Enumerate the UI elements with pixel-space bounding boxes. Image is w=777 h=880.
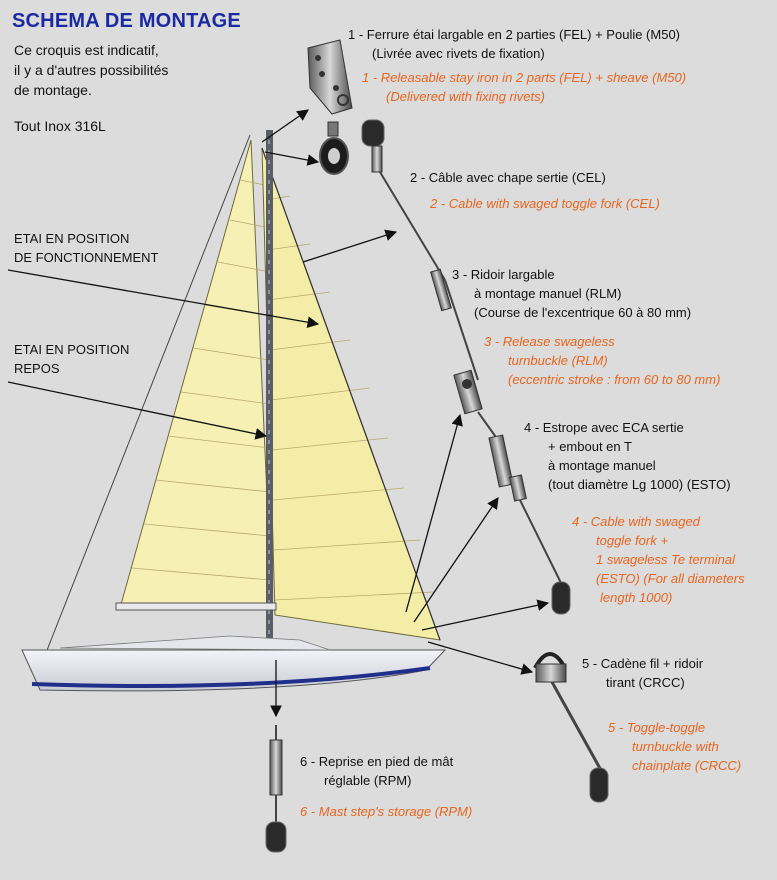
note-line: de montage. [14, 82, 92, 98]
part-text: réglable (RPM) [324, 773, 412, 788]
label-line: DE FONCTIONNEMENT [14, 250, 159, 265]
mast-step-rpm-image [266, 725, 286, 852]
part-text: 3 - Release swageless [484, 334, 615, 349]
part-text: (tout diamètre Lg 1000) (ESTO) [548, 477, 731, 492]
page-title: SCHEMA DE MONTAGE [12, 10, 241, 32]
mainsail [120, 140, 272, 608]
part-text: toggle fork + [596, 533, 668, 548]
part-text: à montage manuel (RLM) [474, 286, 622, 301]
part-text: turnbuckle with [632, 739, 719, 754]
material-label: Tout Inox 316L [14, 118, 106, 134]
boom [116, 603, 276, 610]
part-text: 5 - Toggle-toggle [608, 720, 706, 735]
cable-cel [380, 172, 445, 280]
label-stay-working [14, 229, 158, 267]
sheave-m50-image [320, 122, 348, 174]
part-5-en [608, 718, 741, 775]
part-text: (Delivered with fixing rivets) [386, 89, 545, 104]
part-3-fr [452, 265, 691, 322]
part-text: 6 - Reprise en pied de mât [300, 754, 454, 769]
part-2-en [430, 194, 660, 213]
part-1-en [362, 68, 686, 106]
note-line: Ce croquis est indicatif, [14, 42, 159, 58]
part-6-en [300, 802, 472, 821]
part-text: à montage manuel [548, 458, 656, 473]
part-text: 4 - Estrope avec ECA sertie [524, 420, 684, 435]
part-5-fr [582, 654, 703, 692]
part-2-fr [410, 168, 606, 187]
part-text: 1 swageless Te terminal [596, 552, 735, 567]
note-line: il y a d'autres possibilités [14, 62, 169, 78]
part-text: 2 - Câble avec chape sertie (CEL) [410, 170, 606, 185]
part-text: 1 - Ferrure étai largable en 2 parties (FEL) + Poulie (M50) [348, 27, 681, 42]
label-stay-rest [14, 340, 129, 378]
part-4-en [572, 512, 745, 607]
part-text: 6 - Mast step's storage (RPM) [300, 804, 473, 819]
part-4-fr [524, 418, 731, 494]
part-3-en [484, 332, 720, 389]
part-text: 3 - Ridoir largable [452, 267, 555, 282]
part-text: 1 - Releasable stay iron in 2 parts (FEL) + sheave (M50) [362, 70, 687, 85]
swaged-toggle-fork-image [362, 120, 384, 172]
label-line: REPOS [14, 361, 60, 376]
part-text: + embout en T [548, 439, 632, 454]
part-text: (eccentric stroke : from 60 to 80 mm) [508, 372, 721, 387]
part-text: (Course de l'excentrique 60 à 80 mm) [474, 305, 692, 320]
part-text: 5 - Cadène fil + ridoir [582, 656, 704, 671]
part-text: chainplate (CRCC) [632, 758, 742, 773]
part-text: 2 - Cable with swaged toggle fork (CEL) [430, 196, 660, 211]
part-text: turnbuckle (RLM) [508, 353, 608, 368]
part-text: tirant (CRCC) [606, 675, 685, 690]
stay-iron-fel-image [308, 40, 352, 114]
label-line: ETAI EN POSITION [14, 342, 130, 357]
part-6-fr [300, 752, 453, 790]
indicative-note [14, 40, 168, 100]
part-text: (ESTO) (For all diameters [596, 571, 745, 586]
deckhouse [60, 636, 330, 650]
part-text: 4 - Cable with swaged [572, 514, 700, 529]
part-1-fr [348, 25, 680, 63]
label-line: ETAI EN POSITION [14, 231, 130, 246]
part-text: length 1000) [600, 590, 673, 605]
part-text: (Livrée avec rivets de fixation) [372, 46, 545, 61]
